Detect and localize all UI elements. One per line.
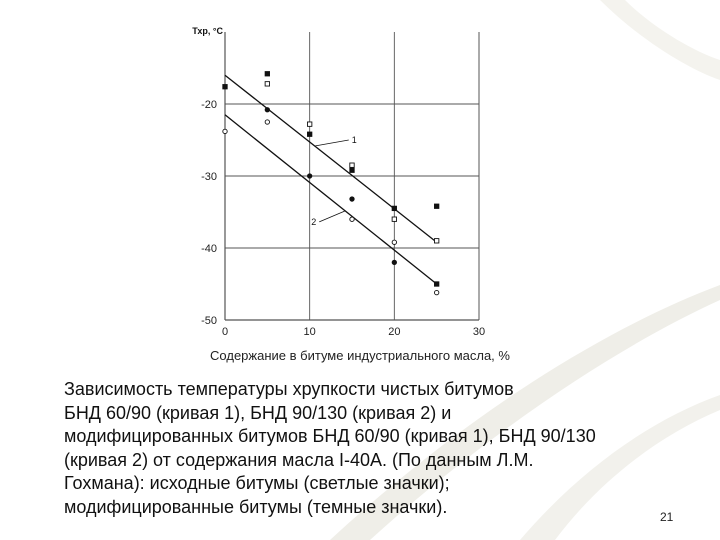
curve-layer [225,75,437,284]
data-point-circle-filled [392,260,396,264]
caption-line: (кривая 2) от содержания масла I-40А. (По данным Л.М. [64,449,534,470]
curve-1-callout [315,140,349,146]
data-point-circle-open [350,217,354,221]
data-point-square-filled [307,132,311,136]
curve-2-callout [319,211,345,222]
data-point-square-filled [434,282,438,286]
curve-1-label: 1 [351,135,357,146]
data-point-circle-filled [265,108,269,112]
caption-line: модифицированных битумов БНД 60/90 (кривая 1), БНД 90/130 [64,426,596,446]
data-point-square-filled [434,204,438,208]
data-point-circle-filled [350,197,354,201]
data-point-square-open [307,122,311,126]
caption-line: модифицированные битумы (темные значки). [64,496,448,517]
chart-panel [178,20,496,342]
caption-line: Гохмана): исходные битумы (светлые значки); [64,473,450,493]
point-layer [223,72,439,295]
data-point-square-filled [223,85,227,89]
page-number: 21 [660,510,674,524]
y-axis-label: Тхр, °С [192,26,223,36]
data-point-square-filled [350,168,354,172]
data-point-circle-open [392,240,396,244]
y-tick-label: -20 [201,99,217,111]
x-tick-label: 10 [303,326,316,338]
data-point-square-filled [392,206,396,210]
curve-2-label: 2 [311,216,317,227]
data-point-circle-open [265,120,269,124]
text-layer [192,26,485,338]
data-point-circle-open [223,129,227,133]
curve-2-line [225,115,437,284]
slide-caption [64,378,664,519]
brittleness-chart [178,20,496,342]
y-tick-label: -30 [201,171,217,183]
data-point-square-open [392,217,396,221]
caption-line: БНД 60/90 (кривая 1), БНД 90/130 (кривая 2) и [64,402,452,423]
x-tick-label: 30 [472,326,486,338]
data-point-square-filled [265,72,269,76]
x-tick-label: 20 [388,326,401,338]
x-tick-label: 0 [221,326,229,338]
data-point-square-open [265,82,269,86]
y-tick-label: -40 [201,243,217,255]
data-point-square-open [434,239,438,243]
caption-line: Зависимость температуры хрупкости чистых битумов [64,379,514,399]
x-axis-caption: Содержание в битуме индустриального масла, % [210,348,510,363]
data-point-circle-filled [307,174,311,178]
data-point-circle-open [434,290,438,294]
data-point-square-open [350,163,354,167]
y-tick-label: -50 [201,315,217,327]
